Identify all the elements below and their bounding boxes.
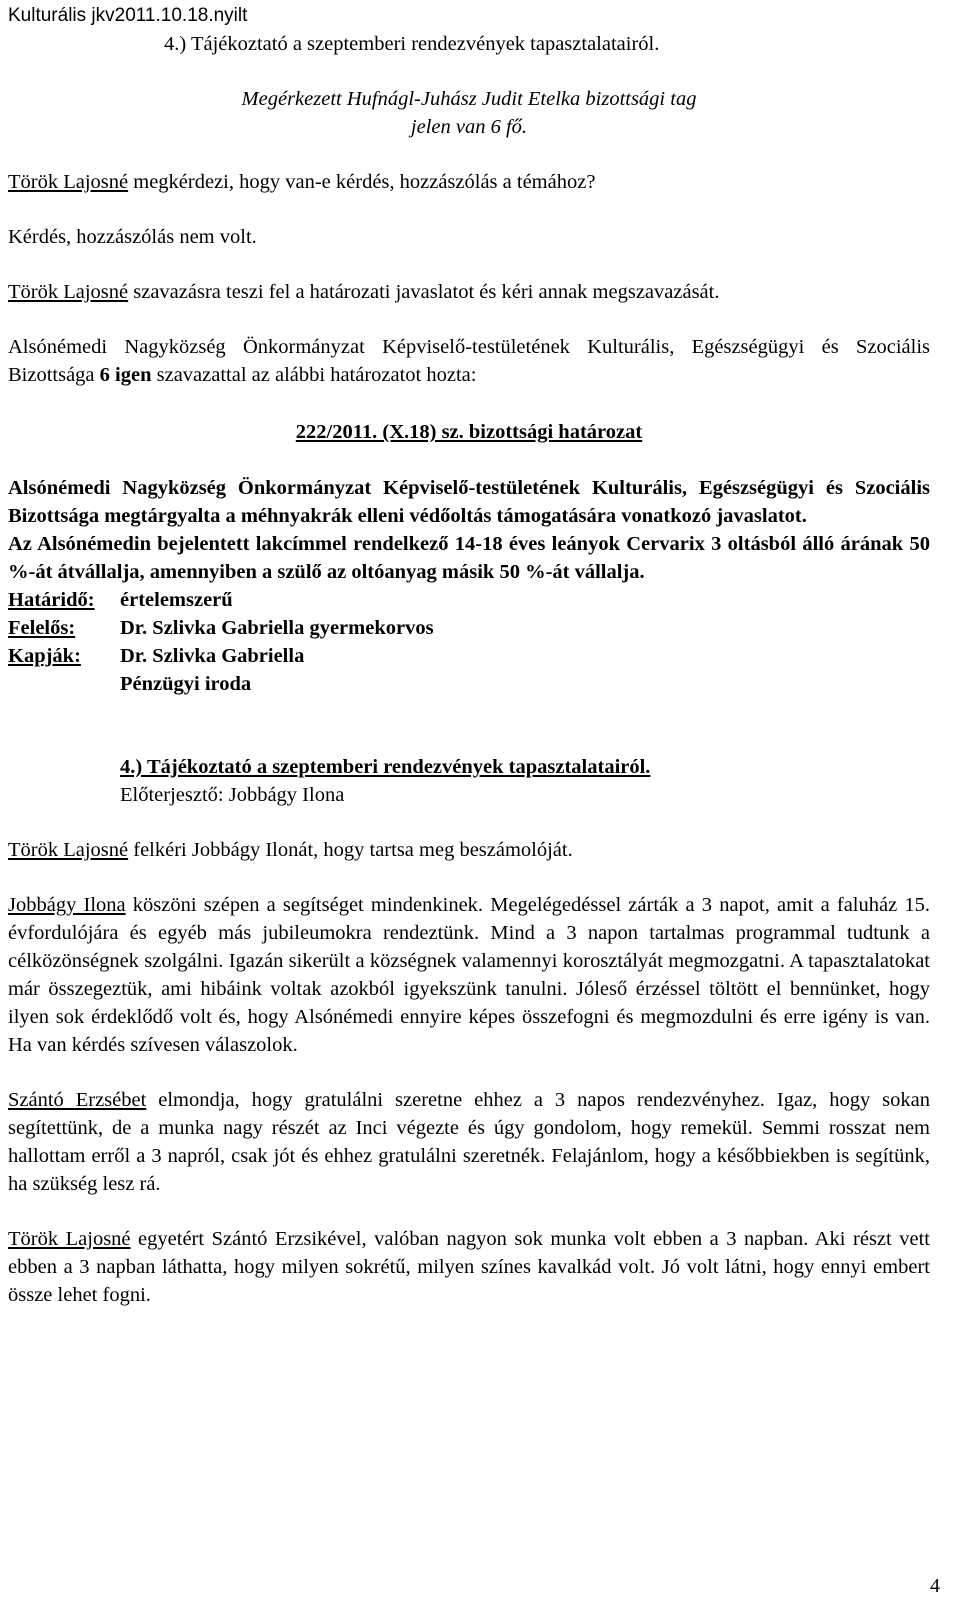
paragraph-text: megkérdezi, hogy van-e kérdés, hozzászólás a témához? xyxy=(128,171,596,193)
resolution-recipients xyxy=(8,642,930,670)
paragraph-request xyxy=(8,836,930,864)
speaker-name: Török Lajosné xyxy=(8,281,129,303)
deadline-value: értelemszerű xyxy=(120,589,233,611)
document-body xyxy=(8,30,930,1309)
paragraph-congratulation xyxy=(8,1086,930,1198)
paragraph-text: egyetért Szántó Erzsikével, valóban nagyon sok munka volt ebben a 3 napban. Aki részt vett ebben a 3 napban láthatta, hogy milyen sokrétű, milyen színes kavalkád volt. Jó volt látni, hogy ennyi embert össze lehet fogni. xyxy=(8,1228,931,1306)
paragraph-question xyxy=(8,168,930,196)
responsible-value: Dr. Szlivka Gabriella gyermekorvos xyxy=(120,617,434,639)
presenter-line: Előterjesztő: Jobbágy Ilona xyxy=(120,784,345,806)
responsible-label: Felelős: xyxy=(8,617,76,639)
section-heading: 4.) Tájékoztató a szeptemberi rendezvények tapasztalatairól. xyxy=(120,756,651,778)
resolution-body-2: Az Alsónémedin bejelentett lakcímmel rendelkező 14-18 éves leányok Cervarix 3 oltásból álló árának 50 %-át átvállalja, amennyiben a szülő az oltóanyag másik 50 %-át vállalja. xyxy=(8,533,930,583)
recipient-2: Pénzügyi iroda xyxy=(120,673,252,695)
present-note: jelen van 6 fő. xyxy=(410,116,528,138)
recipients-label: Kapják: xyxy=(8,645,81,667)
paragraph-no-questions: Kérdés, hozzászólás nem volt. xyxy=(8,226,257,248)
speaker-name: Török Lajosné xyxy=(8,1228,131,1250)
paragraph-text: felkéri Jobbágy Ilonát, hogy tartsa meg beszámolóját. xyxy=(128,839,573,861)
arrival-note: Megérkezett Hufnágl-Juhász Judit Etelka bizottsági tag xyxy=(241,88,697,110)
resolution-recipients-cont xyxy=(8,670,930,698)
document-header: Kulturális jkv2011.10.18.nyilt xyxy=(8,5,248,26)
paragraph-text: szavazásra teszi fel a határozati javaslatot és kéri annak megszavazását. xyxy=(128,281,720,303)
resolution-deadline xyxy=(8,586,930,614)
paragraph-text: köszöni szépen a segítséget mindenkinek. Megelégedéssel zárták a 3 napot, amit a faluház 15. évfordulójára és egyéb más jubileumokra rendeztünk. Mind a 3 napon tartalmas programmal tudtunk a célközönségnek szolgálni. Igazán sikerült a községnek valamennyi korosztályát megmozgatni. A tapasztalatokat már összegeztük, ami hibáink voltak azokból igyekszünk tanulni. Jóleső érzéssel töltött el bennünket, hogy ilyen sok érdeklődő volt és, hogy Alsónémedi ennyire képes összefogni és megmozdulni és erre igény is van. Ha van kérdés szívesen válaszolok. xyxy=(8,894,930,1056)
resolution-responsible xyxy=(8,614,930,642)
paragraph-text: elmondja, hogy gratulálni szeretne ehhez a 3 napos rendezvényhez. Igaz, hogy sokan segítettünk, de a munka nagy részét az Inci végezte és úgy gondolom, hogy remekül. Semmi rosszat nem hallottam erről a 3 napról, csak jót és ehhez gratulálni szeretnék. Felajánlom, hogy a későbbiekben is segítünk, ha szükség lesz rá. xyxy=(8,1089,930,1195)
speaker-name: Jobbágy Ilona xyxy=(8,894,126,916)
agenda-item-top: 4.) Tájékoztató a szeptemberi rendezvények tapasztalatairól. xyxy=(164,33,660,55)
paragraph-agreement xyxy=(8,1225,930,1309)
speaker-name: Szántó Erzsébet xyxy=(8,1089,147,1111)
paragraph-vote-call xyxy=(8,278,930,306)
speaker-name: Török Lajosné xyxy=(8,171,129,193)
paragraph-vote-result xyxy=(8,333,930,389)
page-number: 4 xyxy=(930,1575,940,1597)
resolution-number: 222/2011. (X.18) sz. bizottsági határozat xyxy=(295,421,643,443)
speaker-name: Török Lajosné xyxy=(8,839,129,861)
resolution-body-1: Alsónémedi Nagyközség Önkormányzat Képviselő-testületének Kulturális, Egészségügyi és Szociális Bizottsága megtárgyalta a méhnyakrák elleni védőoltás támogatására vonatkozó javaslatot. xyxy=(8,477,930,527)
paragraph-text: Alsónémedi Nagyközség Önkormányzat Képviselő-testületének Kulturális, Egészségügyi és Szociális Bizottsága xyxy=(8,336,930,386)
vote-count: 6 igen xyxy=(99,364,152,386)
recipient-1: Dr. Szlivka Gabriella xyxy=(120,645,305,667)
paragraph-text: szavazattal az alábbi határozatot hozta: xyxy=(151,364,477,386)
paragraph-report xyxy=(8,891,930,1059)
deadline-label: Határidő: xyxy=(8,589,95,611)
